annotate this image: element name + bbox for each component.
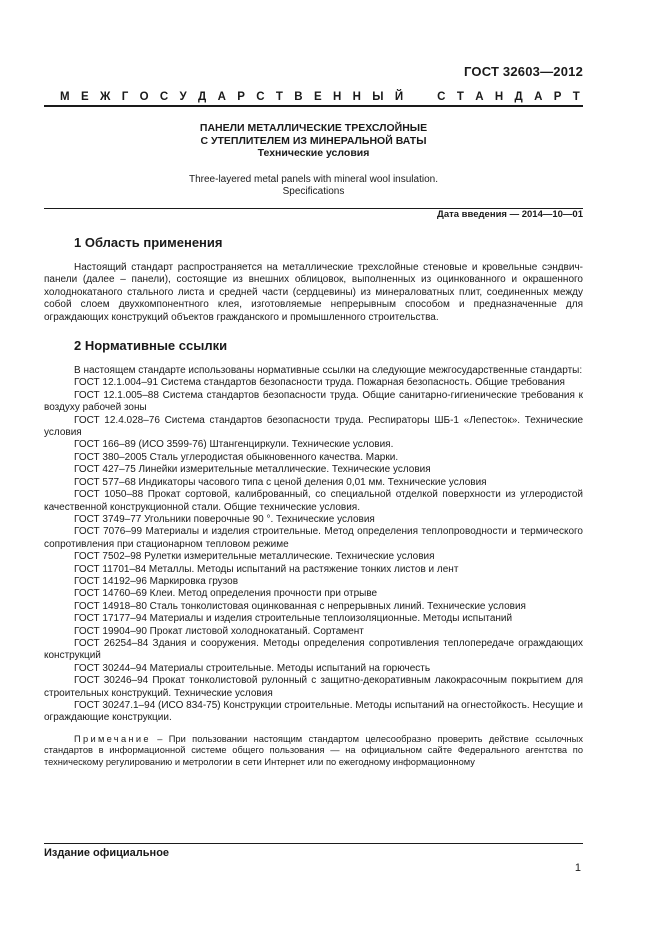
banner-letter: С (256, 91, 265, 103)
reference-item: ГОСТ 1050–88 Прокат сортовой, калиброванный, со специальной отделкой поверхности из углеродистой качественной конструкционной стали. Общие технические условия. (44, 489, 583, 513)
reference-item: ГОСТ 7502–98 Рулетки измерительные металлические. Технические условия (74, 551, 435, 563)
note-label: Примечание (74, 733, 151, 744)
reference-item: ГОСТ 17177–94 Материалы и изделия строительные теплоизоляционные. Методы испытаний (74, 613, 513, 625)
page-number: 1 (574, 862, 581, 874)
section1-text: Настоящий стандарт распространяется на металлические трехслойные стеновые и кровельные сэндвич-панели (далее – панели), состоящие из внешних облицовок, выполненных из оцинкованного и окрашенного холоднокатаного стального листа и средней части (сердцевины) из минераловатных плит, соединенных между собой слоем двухкомпонентного клея, изготовляемые непрерывным способом и предназначенные для ограждающих конструкций объектов гражданского и промышленного строительства. (44, 262, 583, 323)
reference-item: ГОСТ 380–2005 Сталь углеродистая обыкновенного качества. Марки. (74, 451, 399, 463)
banner-letter: Й (394, 91, 404, 103)
title-ru-line1: ПАНЕЛИ МЕТАЛЛИЧЕСКИЕ ТРЕХСЛОЙНЫЕ (199, 122, 428, 134)
main-content (44, 235, 583, 768)
banner-letter: Д (514, 91, 523, 103)
reference-item: ГОСТ 12.1.004–91 Система стандартов безопасности труда. Пожарная безопасность. Общие требования (74, 377, 565, 389)
footer-rule (44, 843, 583, 844)
title-en-line2: Specifications (282, 186, 345, 197)
banner-letter: Е (313, 91, 322, 103)
banner-letter: Н (352, 91, 361, 103)
section2-heading: 2 Нормативные ссылки (74, 338, 228, 354)
date-rule (44, 208, 583, 209)
banner-letter: В (294, 91, 303, 103)
banner-letter: С (437, 91, 446, 103)
reference-item: ГОСТ 166–89 (ИСО 3599-76) Штангенциркули. Технические условия. (74, 439, 394, 451)
reference-item: ГОСТ 30247.1–94 (ИСО 834-75) Конструкции строительные. Методы испытаний на огнестойкость. Несущие и ограждающие конструкции. (44, 700, 583, 724)
normative-references-list (44, 377, 583, 724)
banner-letter: Г (121, 91, 129, 103)
banner-letter: Ы (372, 91, 384, 103)
banner-letter: Т (572, 91, 580, 103)
banner-letter: Д (198, 91, 207, 103)
title-ru-subtitle: Технические условия (257, 147, 370, 159)
reference-item: ГОСТ 7076–99 Материалы и изделия строительные. Метод определения теплопроводности и термического сопротивления при стационарном тепловом режиме (44, 526, 583, 550)
banner-letter: Ж (99, 91, 111, 103)
banner-letter: Н (494, 91, 504, 103)
banner-letter: Е (80, 91, 89, 103)
banner-letter: А (217, 91, 226, 103)
note-text: – При пользовании настоящим стандартом целесообразно проверить действие ссылочных стандартов в информационной системе общего пользования — на официальном сайте Федерального агентства по техническому регулированию и метрологии в сети Интернет или по ежегодному информационному (44, 733, 583, 767)
banner-letter: М (60, 91, 70, 103)
reference-item: ГОСТ 577–68 Индикаторы часового типа с ценой деления 0,01 мм. Технические условия (74, 476, 487, 488)
title-block (44, 122, 583, 199)
official-edition-label: Издание официальное (44, 847, 170, 859)
header-rule (44, 105, 583, 107)
reference-item: ГОСТ 427–75 Линейки измерительные металлические. Технические условия (74, 464, 431, 476)
reference-item: ГОСТ 14192–96 Маркировка грузов (74, 575, 239, 587)
note-paragraph (44, 734, 583, 768)
reference-item: ГОСТ 26254–84 Здания и сооружения. Методы определения сопротивления теплопередаче ограждающих конструкций (44, 637, 583, 662)
standard-code: ГОСТ 32603—2012 (464, 64, 583, 79)
reference-item: ГОСТ 3749–77 Угольники поверочные 90 °. Технические условия (74, 513, 375, 525)
section2-intro: В настоящем стандарте использованы нормативные ссылки на следующие межгосударственные стандарты: (74, 365, 583, 377)
banner-letter: Н (332, 91, 342, 103)
reference-item: ГОСТ 30244–94 Материалы строительные. Методы испытаний на горючесть (74, 662, 431, 674)
banner-letter: О (139, 91, 149, 103)
title-en-line1: Three-layered metal panels with mineral wool insulation. (188, 173, 438, 185)
banner-letter: С (159, 91, 169, 103)
interstate-standard-banner (60, 91, 580, 103)
banner-letter: Р (553, 91, 562, 103)
reference-item: ГОСТ 30246–94 Прокат тонколистовой рулонный с защитно-декоративным лакокрасочным покрытием для строительных конструкций. Технические условия (44, 675, 583, 699)
reference-item: ГОСТ 19904–90 Прокат листовой холоднокатаный. Сортамент (74, 625, 364, 637)
reference-item: ГОСТ 12.4.028–76 Система стандартов безопасности труда. Респираторы ШБ-1 «Лепесток». Технические условия (44, 414, 583, 439)
reference-item: ГОСТ 14918–80 Сталь тонколистовая оцинкованная с непрерывных линий. Технические условия (74, 600, 526, 612)
banner-letter: Р (237, 91, 245, 103)
introduction-date: Дата введения — 2014—10—01 (437, 209, 583, 220)
banner-letter: А (534, 91, 543, 103)
title-ru-line2: С УТЕПЛИТЕЛЕМ ИЗ МИНЕРАЛЬНОЙ ВАТЫ (200, 134, 427, 147)
section1-heading: 1 Область применения (74, 235, 223, 250)
banner-letter: Т (275, 91, 283, 103)
reference-item: ГОСТ 14760–69 Клеи. Метод определения прочности при отрыве (74, 588, 378, 600)
banner-letter: А (475, 91, 484, 103)
reference-item: ГОСТ 11701–84 Металлы. Методы испытаний на растяжение тонких листов и лент (74, 563, 459, 575)
reference-item: ГОСТ 12.1.005–88 Система стандартов безопасности труда. Общие санитарно-гигиенические требования к воздуху рабочей зоны (44, 389, 583, 414)
banner-letter: Т (456, 91, 464, 103)
banner-letter: У (179, 91, 187, 103)
